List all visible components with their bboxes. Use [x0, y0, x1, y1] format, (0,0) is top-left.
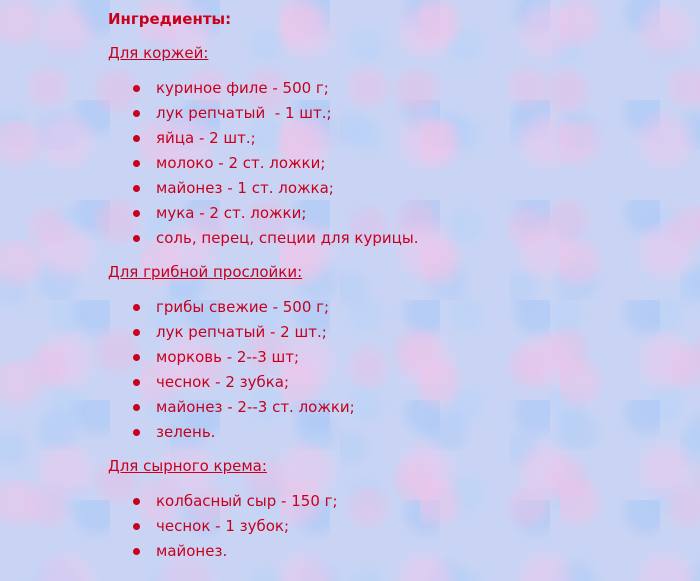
bullet-icon	[133, 135, 140, 142]
bullet-icon	[133, 210, 140, 217]
list-item	[108, 395, 688, 420]
section-title: Для сырного крема:	[108, 457, 267, 475]
list-item	[108, 539, 688, 564]
ingredient-text: морковь - 2--3 шт;	[156, 348, 300, 366]
recipe-ingredients	[108, 8, 688, 574]
list-item	[108, 320, 688, 345]
ingredient-list	[108, 76, 688, 251]
ingredient-text: молоко - 2 ст. ложки;	[156, 154, 326, 172]
ingredient-text: лук репчатый - 1 шт.;	[156, 104, 332, 122]
ingredient-text: чеснок - 1 зубок;	[156, 517, 290, 535]
list-item	[108, 226, 688, 251]
section-cheese-cream	[108, 455, 688, 564]
bullet-icon	[133, 85, 140, 92]
list-item	[108, 201, 688, 226]
ingredient-list	[108, 489, 688, 564]
bullet-icon	[133, 404, 140, 411]
ingredient-list	[108, 295, 688, 445]
bullet-icon	[133, 498, 140, 505]
ingredient-text: мука - 2 ст. ложки;	[156, 204, 307, 222]
ingredient-text: куриное филе - 500 г;	[156, 79, 329, 97]
list-item	[108, 345, 688, 370]
ingredient-text: соль, перец, специи для курицы.	[156, 229, 419, 247]
bullet-icon	[133, 329, 140, 336]
bullet-icon	[133, 304, 140, 311]
list-item	[108, 420, 688, 445]
ingredient-text: грибы свежие - 500 г;	[156, 298, 330, 316]
section-title: Для коржей:	[108, 44, 209, 62]
list-item	[108, 370, 688, 395]
bullet-icon	[133, 185, 140, 192]
ingredients-heading: Ингредиенты:	[108, 10, 232, 28]
bullet-icon	[133, 429, 140, 436]
ingredient-text: яйца - 2 шт.;	[156, 129, 256, 147]
list-item	[108, 489, 688, 514]
ingredient-text: майонез - 2--3 ст. ложки;	[156, 398, 355, 416]
list-item	[108, 126, 688, 151]
list-item	[108, 76, 688, 101]
bullet-icon	[133, 523, 140, 530]
list-item	[108, 151, 688, 176]
bullet-icon	[133, 548, 140, 555]
ingredient-text: чеснок - 2 зубка;	[156, 373, 290, 391]
section-mushroom-layer	[108, 261, 688, 445]
section-cake-layers	[108, 42, 688, 251]
ingredient-text: майонез - 1 ст. ложка;	[156, 179, 334, 197]
bullet-icon	[133, 379, 140, 386]
ingredient-text: колбасный сыр - 150 г;	[156, 492, 338, 510]
list-item	[108, 514, 688, 539]
ingredient-text: зелень.	[156, 423, 216, 441]
bullet-icon	[133, 235, 140, 242]
list-item	[108, 176, 688, 201]
section-title: Для грибной прослойки:	[108, 263, 303, 281]
bullet-icon	[133, 354, 140, 361]
ingredient-text: майонез.	[156, 542, 228, 560]
list-item	[108, 101, 688, 126]
bullet-icon	[133, 110, 140, 117]
bullet-icon	[133, 160, 140, 167]
ingredient-text: лук репчатый - 2 шт.;	[156, 323, 327, 341]
list-item	[108, 295, 688, 320]
